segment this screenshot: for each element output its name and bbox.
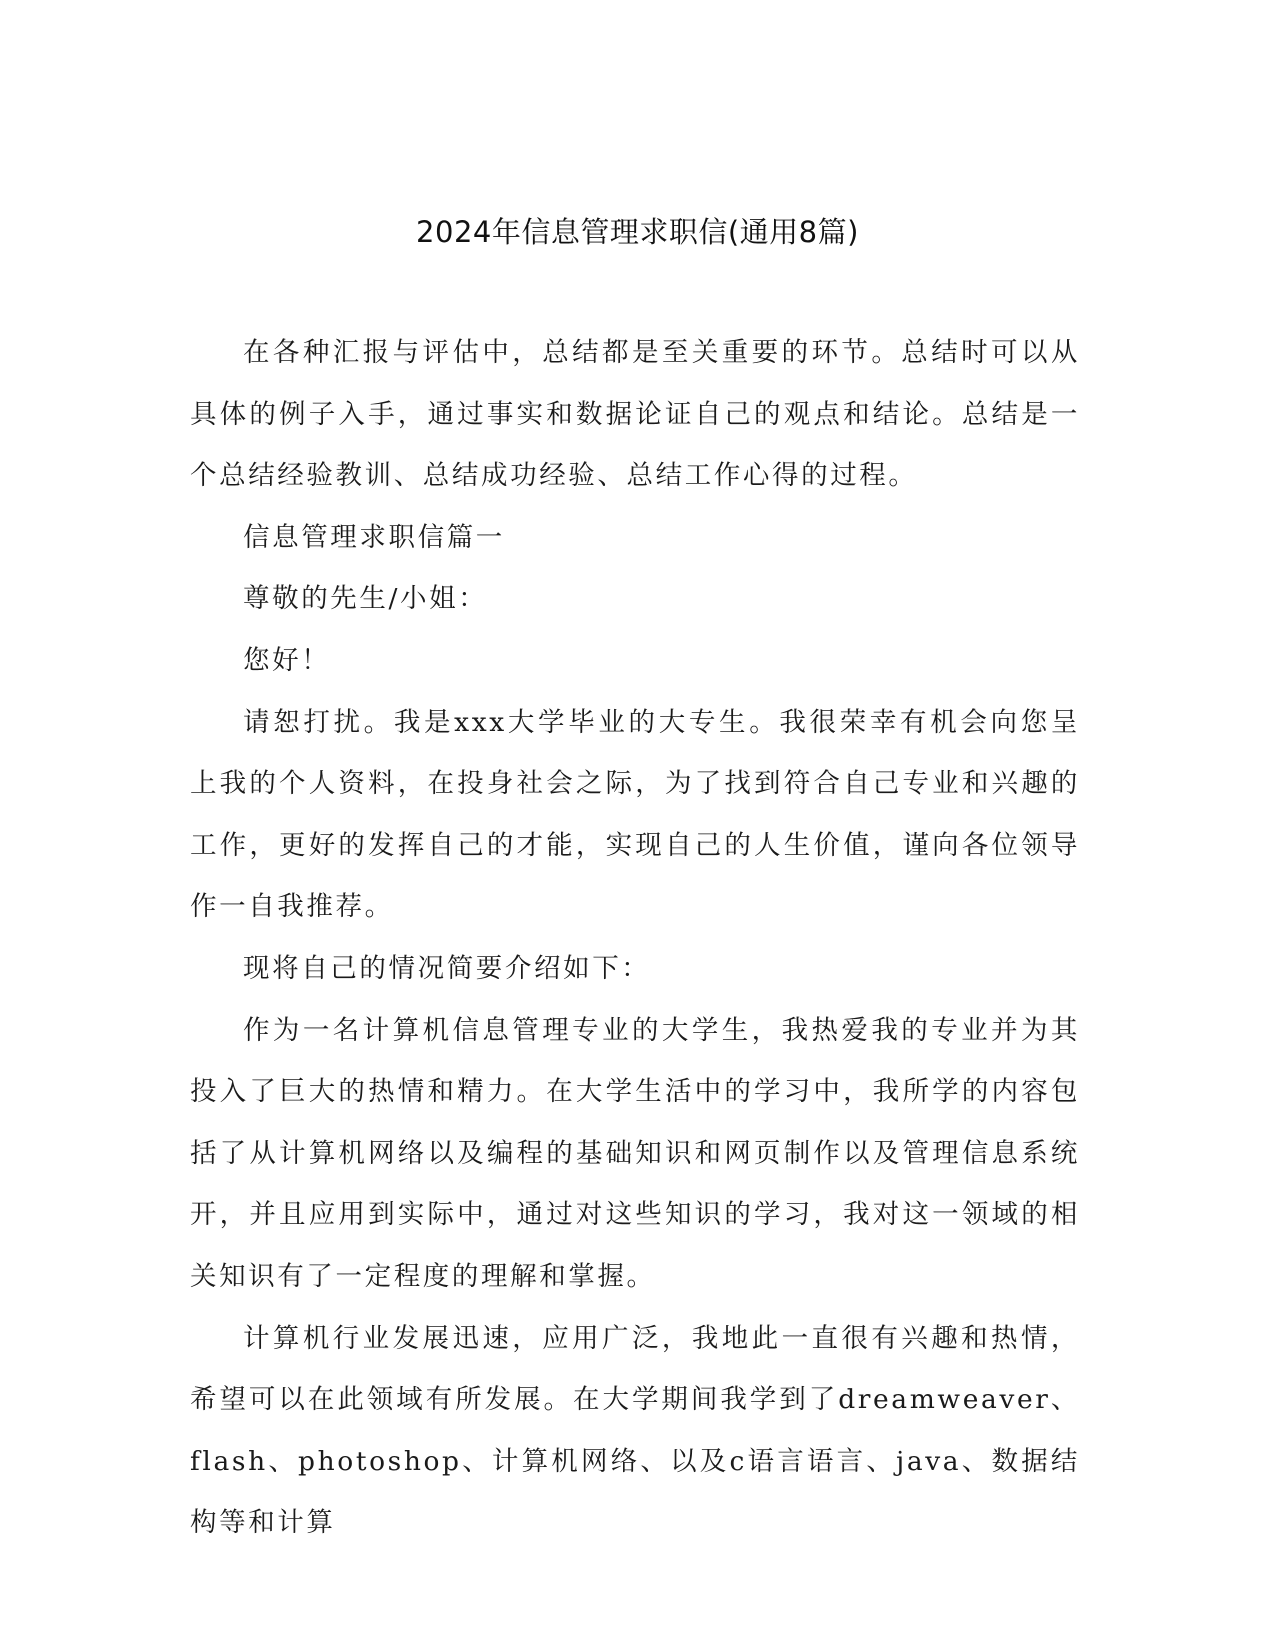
paragraph-major: 作为一名计算机信息管理专业的大学生，我热爱我的专业并为其投入了巨大的热情和精力。在大学生活中的学习中，我所学的内容包括了从计算机网络以及编程的基础知识和网页制作以及管理信息系统开，并且应用到实际中，通过对这些知识的学习，我对这一领域的相关知识有了一定程度的理解和掌握。: [190, 1014, 1080, 1292]
document-body: [190, 322, 1080, 1554]
paragraph-skills: 计算机行业发展迅速，应用广泛，我地此一直很有兴趣和热情，希望可以在此领域有所发展。在大学期间我学到了dreamweaver、flash、photoshop、计算机网络、以及c语言语言、java、数据结构等和计算: [190, 1322, 1080, 1539]
salutation: 尊敬的先生/小姐：: [243, 583, 488, 615]
document-title: 2024年信息管理求职信(通用8篇): [416, 215, 859, 249]
greeting: 您好！: [243, 644, 331, 676]
paragraph-self-introduction: 请恕打扰。我是xxx大学毕业的大专生。我很荣幸有机会向您呈上我的个人资料，在投身社会之际，为了找到符合自己专业和兴趣的工作，更好的发挥自己的才能，实现自己的人生价值，谨向各位领导作一自我推荐。: [190, 706, 1080, 923]
paragraph-situation-lead: 现将自己的情况简要介绍如下：: [243, 952, 651, 984]
paragraph-intro: 在各种汇报与评估中，总结都是至关重要的环节。总结时可以从具体的例子入手，通过事实和数据论证自己的观点和结论。总结是一个总结经验教训、总结成功经验、总结工作心得的过程。: [190, 337, 1080, 492]
section-heading: 信息管理求职信篇一: [243, 521, 505, 553]
